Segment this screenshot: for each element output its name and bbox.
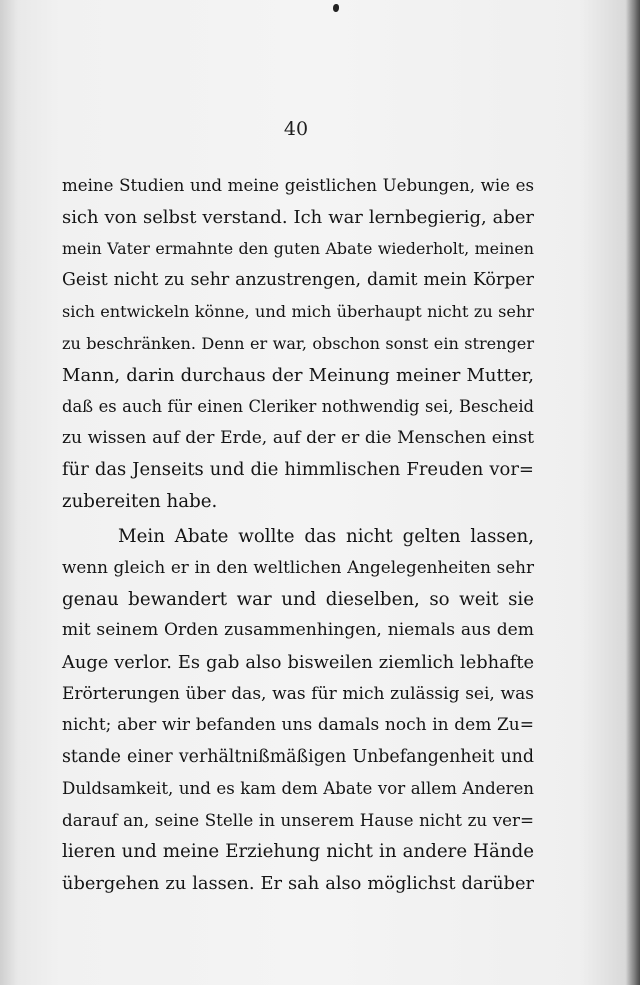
text-line: Duldsamkeit, und es kam dem Abate vor allem Anderen — [62, 779, 534, 799]
text-line: zubereiten habe. — [62, 490, 218, 512]
text-line: Geist nicht zu sehr anzustrengen, damit mein Körper — [62, 269, 534, 290]
text-line: daß es auch für einen Cleriker nothwendig sei, Bescheid — [62, 397, 534, 417]
text-line: wenn gleich er in den weltlichen Angelegenheiten sehr — [62, 557, 534, 578]
text-line: zu wissen auf der Erde, auf der er die Menschen einst — [62, 427, 534, 448]
text-line: übergehen zu lassen. Er sah also möglichst darüber — [62, 873, 534, 895]
text-line: mein Vater ermahnte den guten Abate wiederholt, meinen — [62, 239, 534, 259]
text-line: sich von selbst verstand. Ich war lernbegierig, aber — [62, 206, 534, 228]
page-spine-shadow — [626, 0, 640, 985]
text-line: Erörterungen über das, was für mich zulässig sei, was — [62, 683, 534, 704]
paragraph-1 — [62, 170, 534, 518]
paragraph-2 — [62, 521, 534, 900]
text-line: meine Studien und meine geistlichen Uebungen, wie es — [62, 176, 534, 195]
text-line: mit seinem Orden zusammenhingen, niemals aus dem — [62, 620, 534, 641]
text-line: lieren und meine Erziehung nicht in andere Hände — [62, 841, 534, 863]
page-number: 40 — [283, 118, 309, 140]
text-line: Auge verlor. Es gab also bisweilen ziemlich lebhafte — [62, 651, 534, 673]
text-line: nicht; aber wir befanden uns damals noch in dem Zu= — [62, 715, 534, 736]
text-line: genau bewandert war und dieselben, so weit sie — [62, 588, 534, 610]
text-line: sich entwickeln könne, und mich überhaupt nicht zu sehr — [62, 302, 534, 322]
text-line: Mann, darin durchaus der Meinung meiner Mutter, — [62, 364, 534, 386]
text-line: stande einer verhältnißmäßigen Unbefangenheit und — [62, 746, 534, 767]
body-text — [62, 170, 534, 900]
ink-speck — [333, 4, 339, 12]
text-line: Mein Abate wollte das nicht gelten lassen, — [118, 525, 534, 547]
text-line: für das Jenseits und die himmlischen Freuden vor= — [62, 459, 534, 481]
text-line: zu beschränken. Denn er war, obschon sonst ein strenger — [62, 333, 534, 353]
text-line: darauf an, seine Stelle in unserem Hause nicht zu ver= — [62, 809, 534, 830]
